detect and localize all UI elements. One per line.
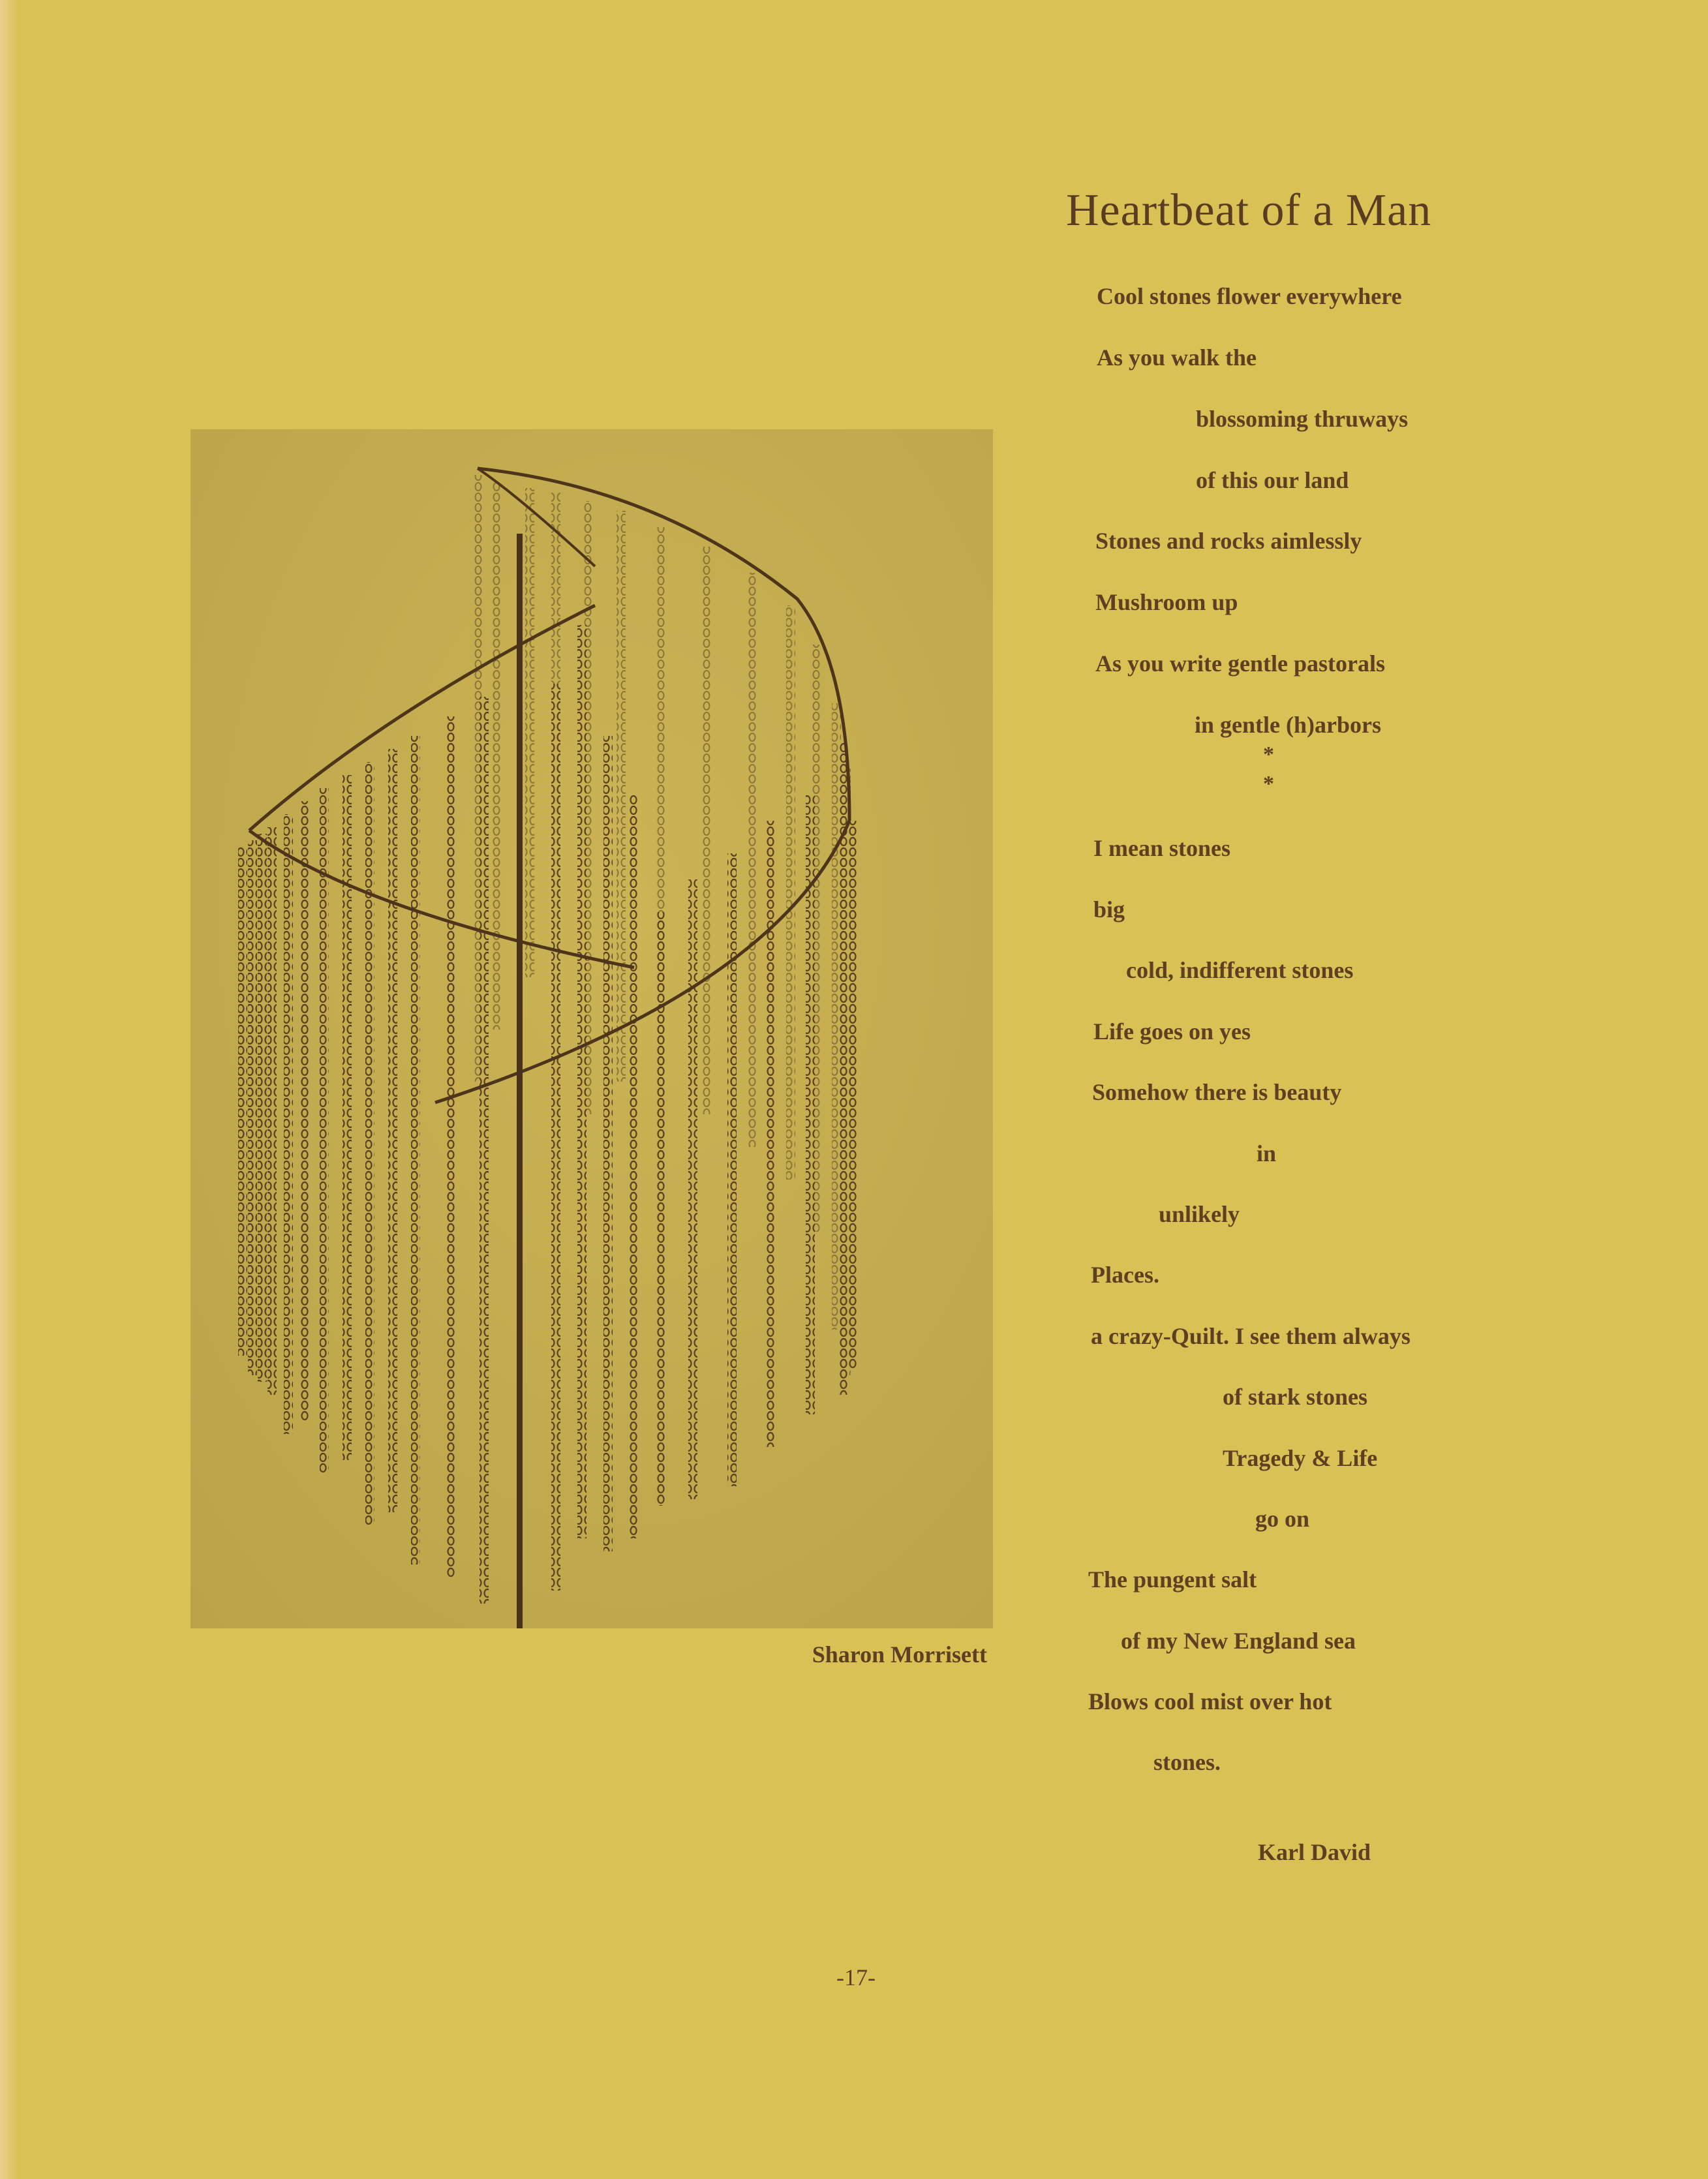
- poem-line: As you write gentle pastorals: [1095, 650, 1385, 677]
- poem-line: stones.: [1153, 1749, 1221, 1775]
- page-number: -17-: [836, 1964, 876, 1990]
- poem-line: in gentle (h)arbors: [1195, 712, 1381, 738]
- poem-line: cold, indifferent stones: [1126, 957, 1354, 983]
- poem-line: As you walk the: [1097, 344, 1257, 371]
- artwork-caption: Sharon Morrisett: [812, 1641, 987, 1668]
- poem-line: Somehow there is beauty: [1092, 1079, 1342, 1105]
- poem-line: Blows cool mist over hot: [1088, 1688, 1332, 1714]
- poem-line: in: [1257, 1140, 1277, 1166]
- poem-line: of this our land: [1196, 467, 1349, 493]
- poem-line: a crazy-Quilt. I see them always: [1091, 1323, 1411, 1349]
- poem-line: The pungent salt: [1088, 1566, 1257, 1592]
- poem-line: Cool stones flower everywhere: [1097, 283, 1402, 309]
- poem-line: Tragedy & Life: [1223, 1445, 1378, 1471]
- poem-line: go on: [1255, 1506, 1310, 1532]
- stanza-separator: *: [1263, 742, 1274, 767]
- poem-line: blossoming thruways: [1196, 406, 1409, 432]
- poem-line: of my New England sea: [1121, 1628, 1356, 1654]
- page-edge: [0, 0, 17, 2179]
- sculpture-photo: [191, 429, 993, 1628]
- poem-line: of stark stones: [1223, 1384, 1367, 1410]
- poem-line: Stones and rocks aimlessly: [1095, 528, 1362, 554]
- poem-author: Karl David: [1258, 1839, 1371, 1865]
- poem-line: big: [1093, 896, 1125, 922]
- poem-line: Life goes on yes: [1093, 1018, 1251, 1044]
- poem-line: Places.: [1091, 1262, 1159, 1288]
- poem-title: Heartbeat of a Man: [1066, 185, 1432, 236]
- stanza-separator: *: [1263, 772, 1274, 796]
- poem-line: unlikely: [1159, 1201, 1240, 1227]
- poem-line: Mushroom up: [1095, 589, 1238, 615]
- poem-line: I mean stones: [1093, 835, 1231, 861]
